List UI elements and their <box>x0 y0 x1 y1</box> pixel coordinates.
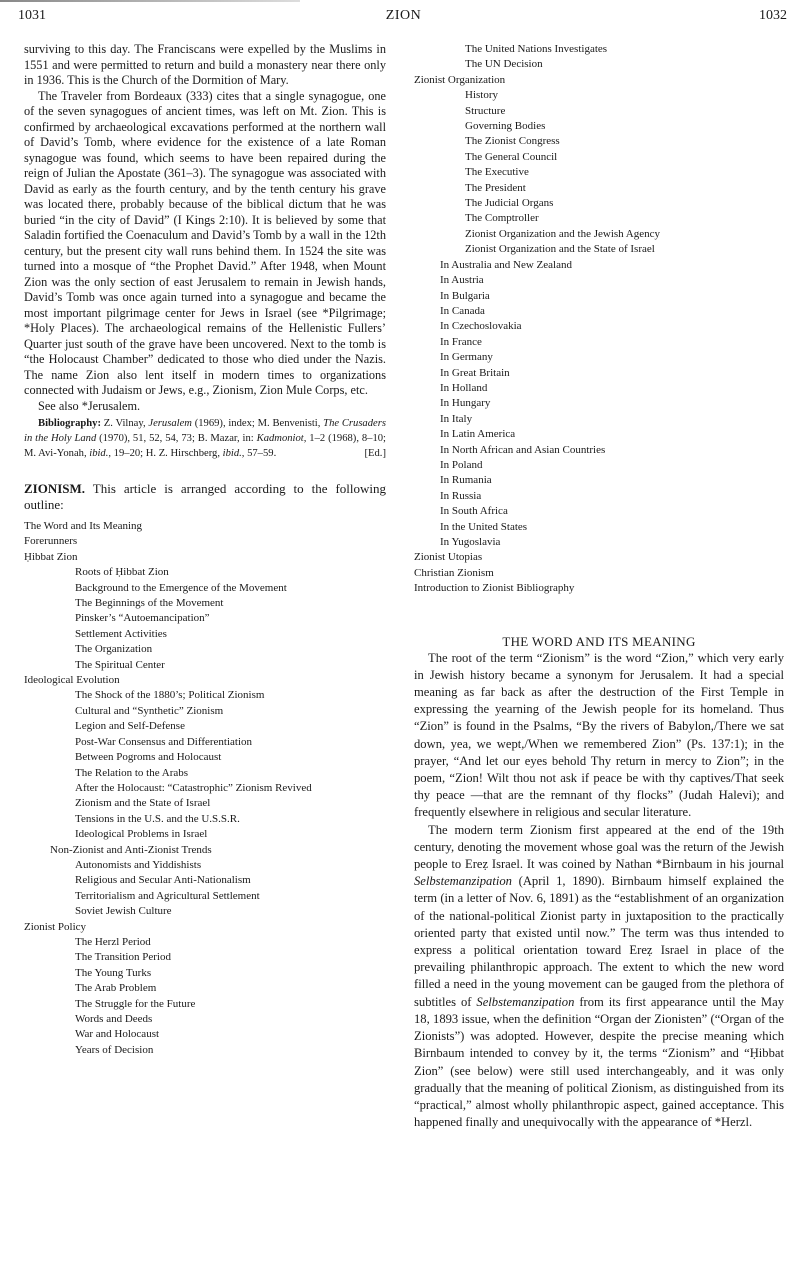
outline-item: Ḥibbat Zion <box>24 550 78 563</box>
left-page-number: 1031 <box>18 8 46 23</box>
outline-item: In Austria <box>440 274 484 287</box>
outline-item: The Zionist Congress <box>465 135 560 148</box>
outline-item: Years of Decision <box>75 1043 154 1056</box>
outline-item: Autonomists and Yiddishists <box>75 858 202 871</box>
outline-item: Words and Deeds <box>75 1013 153 1025</box>
paragraph: The root of the term “Zionism” is the word “Zion,” which very early in Jewish history became a synonym for Jerusalem. It had a special meaning as far back as after the destruction of the First Temple in expressing the yearning of the Jewish people for its homeland. Thus “Zion” is found in the Psalms, “By the rivers of Babylon,/There we sat down, yea, we wept,/When we remembered Zion” (Ps. 137:1); in the prayer, “And let our eyes behold Thy return in mercy to Zion”; in the poem, “Zion! Wilt thou not ask if peace be with thy captives/That seek thy peace —that are the remnant of thy flocks” (Judah Halevi); and frequently elsewhere in religious and secular literature. <box>414 650 784 820</box>
outline-item: The UN Decision <box>465 58 543 71</box>
outline-item: The Comptroller <box>465 212 539 225</box>
outline-item: The Beginnings of the Movement <box>75 597 224 610</box>
bib-title: Jerusalem <box>148 418 192 429</box>
text-run: The modern term Zionism first appeared at the end of the 19th century, denoting the movement whose goal was the return of the Jewish people to Ereẓ Israel. It was coined by Nathan *Birnbaum in his journal <box>414 822 784 872</box>
outline-item: Zionist Utopias <box>414 551 483 564</box>
outline-item: In Bulgaria <box>440 289 490 302</box>
outline-item: In South Africa <box>440 505 508 518</box>
outline-item: The President <box>465 181 526 194</box>
entry-headword: ZIONISM. <box>24 481 86 496</box>
outline-item: Zionist Organization and the State of Israel <box>465 243 655 256</box>
outline-item: The Struggle for the Future <box>75 997 196 1010</box>
bib-title: Kadmoniot, <box>256 433 307 444</box>
section-heading: THE WORD AND ITS MEANING <box>502 633 696 649</box>
outline-item: In North African and Asian Countries <box>440 443 606 456</box>
outline-item: After the Holocaust: “Catastrophic” Zionism Revived <box>75 781 312 794</box>
outline-list <box>24 519 386 1058</box>
outline-item: The Transition Period <box>75 951 171 964</box>
outline-item: Religious and Secular Anti-Nationalism <box>75 874 251 887</box>
outline-item: Legion and Self-Defense <box>75 720 185 733</box>
outline-item: Zionist Organization <box>414 73 506 86</box>
outline-item: Between Pogroms and Holocaust <box>75 751 222 764</box>
bib-text: 1–2 (1968), 8–10; M. Avi-Yonah, <box>24 433 386 459</box>
outline-item: Zionist Policy <box>24 920 87 933</box>
outline-item: In Russia <box>440 489 482 502</box>
running-title: ZION <box>385 8 422 23</box>
outline-item: In Poland <box>440 458 483 471</box>
zionism-entry-intro <box>24 481 386 513</box>
bib-text: (1969), index; M. Benvenisti, <box>191 418 324 429</box>
outline-item: The Relation to the Arabs <box>75 766 189 779</box>
outline-item: Settlement Activities <box>75 627 167 640</box>
outline-item: The Executive <box>465 166 529 179</box>
outline-item: In Great Britain <box>440 366 510 379</box>
outline-item: Ideological Evolution <box>24 674 120 687</box>
bib-text: 19–20; H. Z. Hirschberg, <box>111 448 223 459</box>
outline-item: In the United States <box>440 520 528 533</box>
outline-item: Forerunners <box>24 535 78 548</box>
outline-item: In Germany <box>440 351 493 364</box>
page-header <box>0 8 807 28</box>
outline-item: Zionism and the State of Israel <box>75 797 211 810</box>
outline-item: Background to the Emergence of the Movement <box>75 581 287 594</box>
outline-item: In France <box>440 335 482 348</box>
outline-item: Territorialism and Agricultural Settlement <box>75 889 260 902</box>
outline-item: The Spiritual Center <box>75 658 165 671</box>
outline-item: Non-Zionist and Anti-Zionist Trends <box>50 843 212 856</box>
outline-item: The United Nations Investigates <box>465 43 608 55</box>
outline-item: In Yugoslavia <box>440 536 501 548</box>
text-run: (April 1, 1890). Birnbaum himself explained the term (in a letter of Nov. 6, 1891) as the “establishment of an organization of the national-political Zionist party in juxtaposition to the practically oriented party that existed until now.” The term was thus intended to express a political orientation toward Ereẓ Israel in place of the prevailing philanthropic approach. The extent to which the new word filled a need in the young movement can be gauged from the plethora of subtitles of <box>414 874 784 1009</box>
outline-item: The Arab Problem <box>75 982 157 995</box>
paragraph: surviving to this day. The Franciscans were expelled by the Muslims in 1551 and were permitted to return and build a monastery near there only in 1936. This is the Church of the Dormition of Mary. <box>24 42 386 87</box>
bibliography-label: Bibliography: <box>38 418 101 429</box>
outline-item: Roots of Ḥibbat Zion <box>75 566 169 579</box>
outline-item: Pinsker’s “Autoemancipation” <box>75 612 210 625</box>
bibliography <box>24 416 386 461</box>
journal-title: Selbstemanzipation <box>476 994 575 1009</box>
outline-item: The Judicial Organs <box>465 197 554 210</box>
outline-item: The Shock of the 1880’s; Political Zionism <box>75 689 265 702</box>
left-column <box>24 42 386 1058</box>
scan-edge-line <box>0 0 300 2</box>
section-body <box>414 650 784 1132</box>
outline-item: Structure <box>465 104 506 117</box>
entry-intro-text: This article is arranged according to the following outline: <box>24 481 386 512</box>
outline-item: Introduction to Zionist Bibliography <box>414 582 575 595</box>
outline-item: The Young Turks <box>75 966 152 979</box>
outline-item: The Organization <box>75 643 153 656</box>
outline-item: War and Holocaust <box>75 1028 160 1041</box>
bib-text: 57–59. <box>244 448 277 459</box>
outline-item: Governing Bodies <box>465 120 546 133</box>
see-also: See also *Jerusalem. <box>38 398 141 413</box>
bib-title: ibid., <box>89 448 112 459</box>
journal-title: Selbstemanzipation <box>414 874 512 889</box>
outline-item: In Holland <box>440 381 488 394</box>
outline-item: The Word and Its Meaning <box>24 520 143 532</box>
outline-item: The General Council <box>465 150 558 163</box>
outline-item: Post-War Consensus and Differentiation <box>75 735 253 748</box>
outline-item: In Rumania <box>440 474 492 487</box>
outline-item: In Italy <box>440 412 473 425</box>
outline-item: In Australia and New Zealand <box>440 258 572 271</box>
outline-item: In Czechoslovakia <box>440 320 522 333</box>
outline-item: The Herzl Period <box>75 935 151 948</box>
text-run: from its first appearance until the May 18, 1893 issue, when the definition “Organ der Zionisten” (“Organ of the Zionists”) was adopted. However, despite the precise meaning which Birnbaum intended to convey by it, the terms “Zionism” and “Ḥibbat Zion” (see below) were still used interchangeably, and it was only gradually that the meaning of political Zionism, as distinguished from its “practical,” almost wholly philanthropic aspect, gained acceptance. This happened finally and unequivocally with the appearance of *Herzl. <box>414 994 784 1130</box>
outline-item: In Latin America <box>440 428 516 441</box>
outline-item: In Canada <box>440 304 485 317</box>
bib-title: ibid., <box>222 448 245 459</box>
outline-item: Cultural and “Synthetic” Zionism <box>75 704 224 717</box>
outline-item: Christian Zionism <box>414 566 494 579</box>
paragraph <box>414 822 784 1132</box>
right-page-number: 1032 <box>759 8 787 23</box>
bib-text: (1970), 51, 52, 54, 73; B. Mazar, in: <box>96 433 257 444</box>
outline-item: In Hungary <box>440 397 491 410</box>
bib-title: The Crusaders in the Holy Land <box>24 418 386 444</box>
outline-item: Soviet Jewish Culture <box>75 905 172 918</box>
editor-tag: [Ed.] <box>364 448 386 459</box>
outline-item: Tensions in the U.S. and the U.S.S.R. <box>75 812 240 825</box>
right-column <box>414 42 784 1131</box>
paragraph: The Traveler from Bordeaux (333) cites that a single synagogue, one of the seven synagogues of ancient times, was left on Mt. Zion. This is confirmed by archaeological excavations performed at the northern wall of David’s Tomb, where evidence for the existence of a late Roman synagogue was found, which seems to have been repaired during the reign of Julian the Apostate (361–3). The synagogue was associated with David as early as the fourth century, and by the tenth century his grave was located there, probably because of the biblical dictum that he was buried “in the city of David” (I Kings 2:10). It is believed by some that Saladin fortified the Coenaculum and David’s Tomb by a wall in the 12th century, but the present city wall runs behind them. In 1524 the site was turned into a mosque of “the Prophet David.” After 1948, when Mount Zion was the only section of east Jerusalem to remain in Jewish hands, David’s Tomb was once again turned into a synagogue and became the most important pilgrimage center for Jews in Israel (see *Pilgrimage; *Holy Places). The archaeological remains of the Hellenistic Fullers’ Quarter just south of the grave have been uncovered. Next to the tomb is “the Holocaust Chamber” dedicated to those who died under the Nazis. The name Zion also lent itself in modern times to organizations connected with Judaism or Jews, e.g., Zionism, Zion Mule Corps, etc. <box>24 88 386 397</box>
outline-list-continued <box>414 42 784 597</box>
outline-item: Ideological Problems in Israel <box>75 828 208 841</box>
bib-text: Z. Vilnay, <box>101 418 149 429</box>
outline-item: Zionist Organization and the Jewish Agency <box>465 227 661 240</box>
outline-item: History <box>465 89 498 102</box>
